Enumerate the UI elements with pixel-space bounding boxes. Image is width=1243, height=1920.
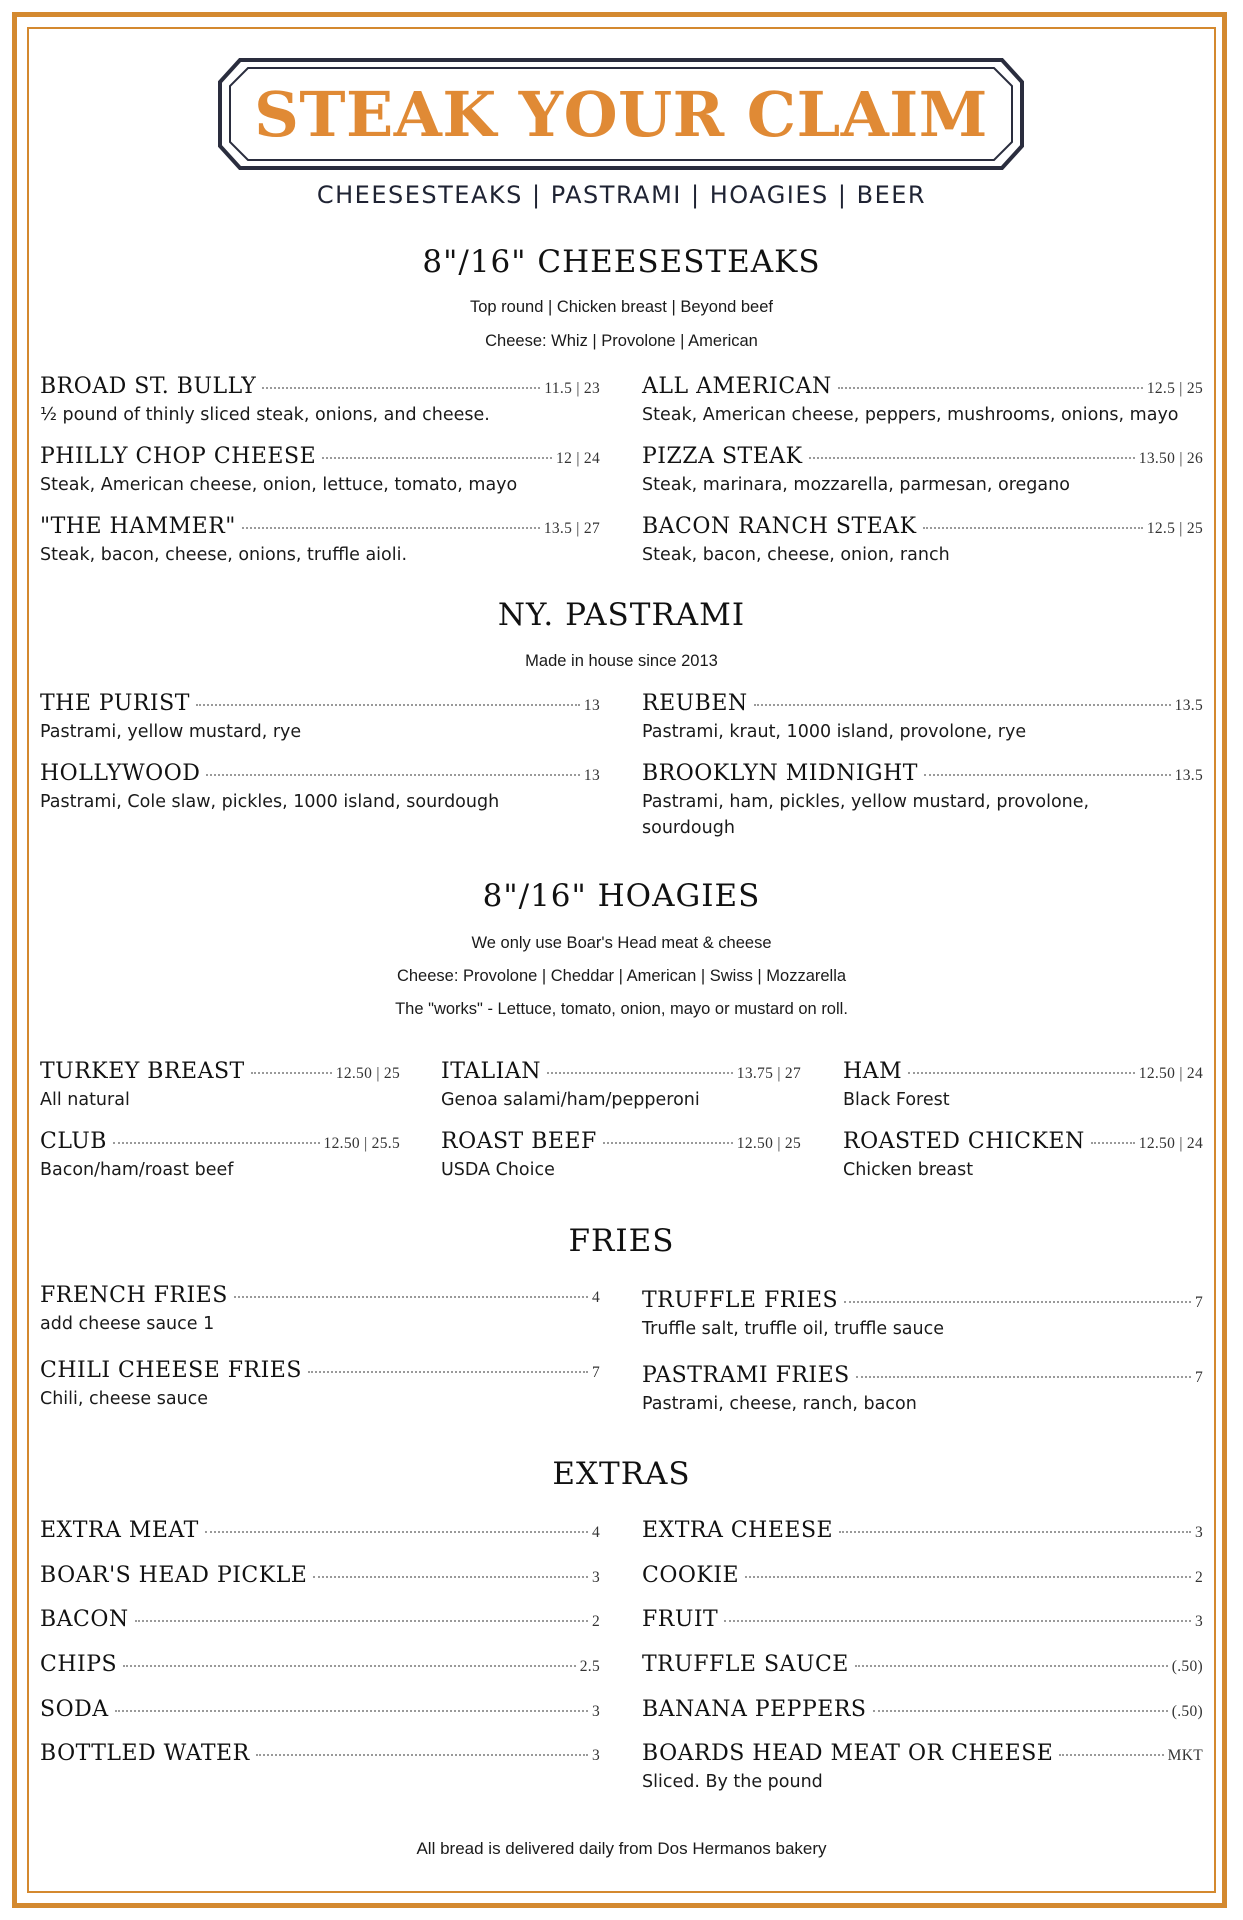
item-description: Steak, bacon, cheese, onion, ranch [642,545,950,565]
item-name: BOAR'S HEAD PICKLE [40,1563,308,1588]
item-price: 7 [1194,1369,1203,1386]
tagline: CHEESESTEAKS | PASTRAMI | HOAGIES | BEER [316,181,927,209]
menu-item [40,761,600,815]
dot-leader [242,527,540,529]
item-description: Pastrami, Cole slaw, pickles, 1000 island, sourdough [40,792,500,812]
item-description: Sliced. By the pound [642,1772,823,1792]
dot-leader [724,1620,1191,1622]
item-price: 13.5 | 27 [543,520,600,537]
item-name: "THE HAMMER" [40,514,236,539]
item-price: 12.50 | 24 [1138,1135,1203,1152]
dot-leader [313,1576,588,1578]
dot-leader [1059,1754,1163,1756]
item-name: COOKIE [642,1563,740,1588]
menu-item [642,444,1203,498]
item-name: TRUFFLE FRIES [642,1288,839,1313]
section-note: Made in house since 2013 [525,652,718,670]
menu-item [40,1607,600,1632]
item-price: 12 | 24 [556,450,600,467]
item-name: FRENCH FRIES [40,1283,228,1308]
dot-leader [308,1371,588,1373]
item-price: 2 [591,1613,600,1630]
item-price: 4 [591,1289,600,1306]
menu-item [843,1129,1203,1183]
item-name: TURKEY BREAST [40,1059,245,1084]
item-name: PHILLY CHOP CHEESE [40,444,317,469]
item-price: 3 [591,1703,600,1720]
item-price: 7 [591,1364,600,1381]
item-name: PASTRAMI FRIES [642,1363,850,1388]
item-price: 12.5 | 25 [1146,520,1203,537]
dot-leader [256,1754,588,1756]
item-description: Pastrami, cheese, ranch, bacon [642,1394,917,1414]
item-price: 13.5 [1174,697,1203,714]
item-name: REUBEN [642,691,748,716]
dot-leader [838,387,1143,389]
item-price: 13.50 | 26 [1138,450,1203,467]
item-description: Genoa salami/ham/pepperoni [441,1090,700,1110]
item-price: 2.5 [579,1658,600,1675]
item-price: 12.5 | 25 [1146,380,1203,397]
menu-item [40,1652,600,1677]
item-name: BROOKLYN MIDNIGHT [642,761,918,786]
item-description: Steak, marinara, mozzarella, parmesan, oregano [642,475,1070,495]
logo [218,58,1024,170]
dot-leader [115,1710,588,1712]
menu-item [40,1358,600,1412]
section-note: Top round | Chicken breast | Beyond beef [469,298,773,316]
menu-item [642,1741,1203,1795]
dot-leader [123,1665,576,1667]
item-price: (.50) [1171,1658,1203,1675]
item-description: Chicken breast [843,1160,974,1180]
item-name: CHILI CHEESE FRIES [40,1358,302,1383]
dot-leader [856,1376,1191,1378]
dot-leader [205,1531,588,1533]
item-name: PIZZA STEAK [642,444,803,469]
item-price: 11.5 | 23 [544,380,600,397]
item-price: 12.50 | 25 [736,1135,801,1152]
item-name: ALL AMERICAN [642,374,832,399]
item-description: Bacon/ham/roast beef [40,1160,234,1180]
item-name: EXTRA CHEESE [642,1518,834,1543]
menu-item [441,1059,801,1113]
item-name: CLUB [40,1129,107,1154]
item-price: 12.50 | 25 [335,1065,400,1082]
footer-note: All bread is delivered daily from Dos Hermanos bakery [416,1839,827,1858]
item-name: EXTRA MEAT [40,1518,199,1543]
item-name: THE PURIST [40,691,190,716]
item-description: ½ pound of thinly sliced steak, onions, and cheese. [40,405,490,425]
item-price: 12.50 | 24 [1138,1065,1203,1082]
menu-item [40,1129,400,1183]
item-description: All natural [40,1090,130,1110]
menu-item [642,374,1203,428]
item-description: Steak, American cheese, onion, lettuce, tomato, mayo [40,475,518,495]
section-note: Cheese: Whiz | Provolone | American [485,332,758,350]
item-price: 3 [1194,1613,1203,1630]
item-description: Pastrami, ham, pickles, yellow mustard, provolone, sourdough [642,792,1090,838]
item-name: ROAST BEEF [441,1129,597,1154]
menu-item [642,1363,1203,1417]
menu-item [40,444,600,498]
menu-item [642,1652,1203,1677]
dot-leader [923,527,1143,529]
item-price: 13.75 | 27 [736,1065,801,1082]
section-title-extras: EXTRAS [552,1456,691,1492]
item-name: BACON RANCH STEAK [642,514,917,539]
item-name: FRUIT [642,1607,719,1632]
dot-leader [262,387,540,389]
item-name: HOLLYWOOD [40,761,201,786]
item-name: BACON [40,1607,129,1632]
item-price: 12.50 | 25.5 [323,1135,400,1152]
dot-leader [234,1296,588,1298]
dot-leader [135,1620,588,1622]
menu-item [642,1607,1203,1632]
menu-item [642,1288,1203,1342]
item-description: Truffle salt, truffle oil, truffle sauce [642,1319,945,1339]
item-price: 2 [1194,1569,1203,1586]
menu-item [40,1059,400,1113]
dot-leader [113,1142,320,1144]
menu-item [40,1697,600,1722]
dot-leader [603,1142,733,1144]
item-name: BANANA PEPPERS [642,1697,867,1722]
item-description: Pastrami, kraut, 1000 island, provolone, rye [642,722,1027,742]
menu-item [642,514,1203,568]
item-name: CHIPS [40,1652,118,1677]
menu-item [40,374,600,428]
item-name: SODA [40,1697,109,1722]
section-title-pastrami: NY. PASTRAMI [497,597,746,633]
logo-text: STEAK YOUR CLAIM [254,77,988,151]
item-price: 7 [1194,1294,1203,1311]
menu-item [642,1697,1203,1722]
item-description: Steak, bacon, cheese, onions, truffle aioli. [40,545,408,565]
item-price: (.50) [1171,1703,1203,1720]
item-name: HAM [843,1059,903,1084]
item-price: 3 [1194,1524,1203,1541]
menu-item [441,1129,801,1183]
item-name: ITALIAN [441,1059,541,1084]
item-name: TRUFFLE SAUCE [642,1652,849,1677]
dot-leader [754,704,1171,706]
dot-leader [322,457,552,459]
dot-leader [924,774,1171,776]
section-title-cheesesteaks: 8"/16" CHEESESTEAKS [422,244,821,280]
item-description: Chili, cheese sauce [40,1389,209,1409]
menu-item [40,1283,600,1337]
dot-leader [809,457,1135,459]
menu-item [40,1741,600,1766]
item-price: 13 [583,767,600,784]
section-title-fries: FRIES [568,1223,675,1259]
menu-item [40,1518,600,1543]
section-note: We only use Boar's Head meat & cheese [471,934,772,952]
item-price: MKT [1167,1747,1203,1764]
dot-leader [251,1072,332,1074]
section-title-hoagies: 8"/16" HOAGIES [482,878,761,914]
dot-leader [206,774,580,776]
item-price: 3 [591,1747,600,1764]
dot-leader [873,1710,1168,1712]
item-description: Black Forest [843,1090,950,1110]
item-description: USDA Choice [441,1160,555,1180]
item-price: 13 [583,697,600,714]
menu-item [40,514,600,568]
menu-item [40,691,600,745]
item-price: 4 [591,1524,600,1541]
item-description: Pastrami, yellow mustard, rye [40,722,302,742]
dot-leader [1091,1142,1135,1144]
dot-leader [196,704,580,706]
item-name: BOTTLED WATER [40,1741,250,1766]
dot-leader [855,1665,1168,1667]
item-price: 3 [591,1569,600,1586]
menu-item [642,1563,1203,1588]
menu-item [843,1059,1203,1113]
menu-item [40,1563,600,1588]
item-description: Steak, American cheese, peppers, mushrooms, onions, mayo [642,405,1179,425]
section-note: The "works" - Lettuce, tomato, onion, mayo or mustard on roll. [395,1000,848,1018]
item-price: 13.5 [1174,767,1203,784]
menu-item [642,761,1203,841]
dot-leader [844,1301,1191,1303]
dot-leader [839,1531,1191,1533]
section-note: Cheese: Provolone | Cheddar | American | Swiss | Mozzarella [396,967,847,985]
item-name: ROASTED CHICKEN [843,1129,1085,1154]
dot-leader [745,1576,1191,1578]
dot-leader [908,1072,1135,1074]
item-name: BOARDS HEAD MEAT OR CHEESE [642,1741,1054,1766]
menu-item [642,1518,1203,1543]
menu-item [642,691,1203,745]
item-name: BROAD ST. BULLY [40,374,257,399]
item-description: add cheese sauce 1 [40,1314,215,1334]
dot-leader [547,1072,733,1074]
